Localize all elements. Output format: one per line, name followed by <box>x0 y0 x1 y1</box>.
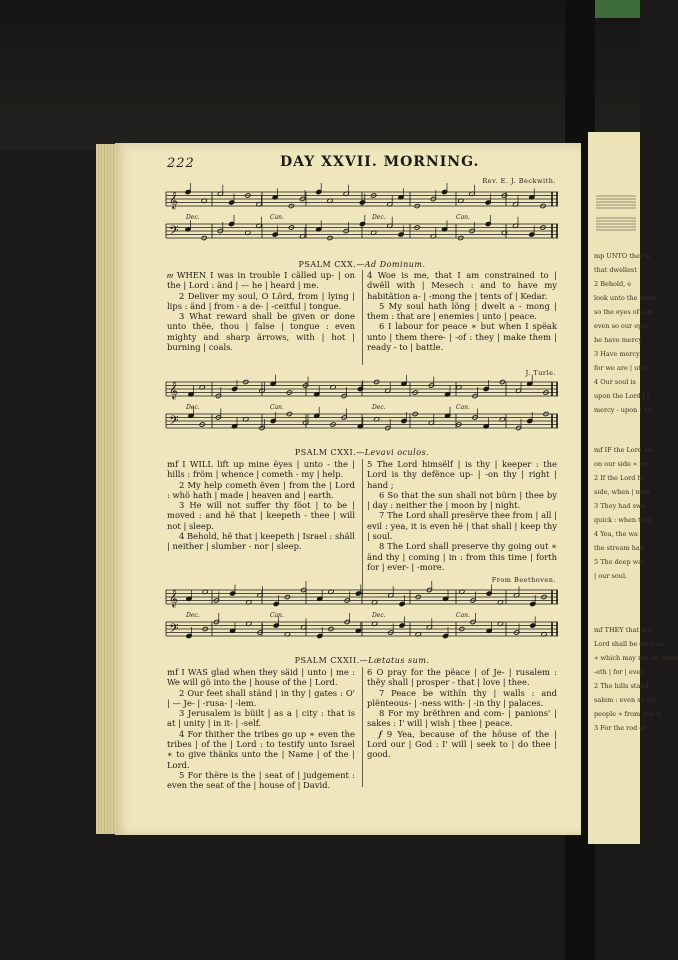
verse: 6 I labour for peace ∗ but when I spëak unto | them there- | -of : they | make them | ready - to | battle. <box>367 321 557 353</box>
verse: 7 The Lord shall presërve thee from | all | evil : yea, it is even hë | that shall | keep thy | soul. <box>367 510 557 542</box>
verse: 4 Woe is me, that I am constrained to | dwëll with | Mesech : and to have my habitätion a- | -mong the | tents of | Kedar. <box>367 270 557 301</box>
verse: 4 For thither the tribes go up ∗ even the tribes | of the | Lord : to testify unto Israel ∗ to give thänks unto the | Name | of the | Lord. <box>167 728 355 770</box>
facing-page-text: ∗ which may not be remo <box>594 654 678 662</box>
chant-label: Can. <box>456 612 470 619</box>
verse: 6 So that the sun shall not bürn | thee by | day : neither the | moon by | night. <box>367 489 557 511</box>
facing-page-text: Lord shall be even as <box>594 640 665 648</box>
facing-page <box>588 132 678 844</box>
facing-page-text: 3 Have mercy <box>594 350 640 358</box>
verse: 6 O pray for the pëace | of Je- | rusalem : thëy shall | prosper - that | love | thee. <box>367 667 557 688</box>
chant-label: Dec. <box>186 214 200 221</box>
verse: 2 My help cometh ëven | from the | Lord : whö hath | made | heaven and | earth. <box>167 479 355 500</box>
facing-page-text: | our soul. <box>594 572 628 580</box>
facing-page-text: mf IF the Lord ha <box>594 446 653 454</box>
facing-page-text: even so our eyes <box>594 322 649 330</box>
dark-backdrop <box>0 0 640 150</box>
clef-icon: 𝄞 <box>169 589 178 607</box>
facing-page-text: mercy - upon | us <box>594 406 652 414</box>
facing-page-text: look unto the hand <box>594 294 656 302</box>
chant-label: Can. <box>270 214 284 221</box>
psalm-2-right-column <box>367 459 557 572</box>
psalm-heading-1: PSALM CXX.—Ad Dominum. <box>298 260 426 269</box>
music-staff-2 <box>166 376 558 444</box>
verse: 𝆐 WHEN I was in trouble I cälled up- | on the | Lord : änd | — he | heard | me. <box>167 270 355 291</box>
facing-staff <box>596 192 636 232</box>
music-staff-3 <box>166 584 558 652</box>
facing-page-text: people ∗ from this ti <box>594 710 662 718</box>
chant-label: Can. <box>456 214 470 221</box>
psalm-1-left-column <box>167 270 355 352</box>
facing-page-text: so the eyes of a m <box>594 308 654 316</box>
page-title: DAY XXVII. MORNING. <box>280 154 480 170</box>
psalm-2-left-column <box>167 459 355 552</box>
page-number: 222 <box>167 156 195 171</box>
facing-page-text: salem : even so sta <box>594 696 657 704</box>
composer-2: J. Turle. <box>525 369 556 377</box>
facing-page-text: quick : when they <box>594 516 653 524</box>
composer-3: From Beethoven. <box>491 576 556 584</box>
verse: mf I WILL lift up mine ëyes | unto - the | hills : fröm | whence | cometh - my | help. <box>167 459 355 480</box>
facing-page-text: 2 The hills stand <box>594 682 649 690</box>
column-divider <box>362 270 363 365</box>
verse: 3 He will not suffer thy föot | to be | moved : and hë that | keepeth - thee | will not | sleep. <box>167 500 355 531</box>
chant-label: Dec. <box>372 404 386 411</box>
column-divider <box>362 459 363 596</box>
clef-icon: 𝄢 <box>169 413 179 431</box>
verse: 8 The Lord shall preserve thy going out ∗ änd thy | coming | in : from this time | forth for | ever- | -more. <box>367 541 557 572</box>
column-divider <box>362 667 363 787</box>
verse: 8 For my brëthren and com- | panions' | sakes : I' will | wish | thee | peace. <box>367 708 557 729</box>
facing-page-text: 4 Our soul is <box>594 378 636 386</box>
chant-label: Can. <box>270 612 284 619</box>
facing-page-text: 4 Yea, the wa <box>594 530 638 538</box>
verse: 5 My soul hath löng | dwelt a - mong | them : that are | enemies | unto | peace. <box>367 300 557 322</box>
facing-page-text: 3 They had swa <box>594 502 646 510</box>
psalm-1-right-column <box>367 270 557 352</box>
verse: 3 What reward shall be given or done unto thëe, thou | false | tongue : even mighty and sharp ärrows, with | hot | burning | coals. <box>167 311 355 353</box>
verse: mf I WAS glad when they säid | unto | me : We will gö into the | house of the | Lord. <box>167 667 355 688</box>
facing-page-text: he have mercy <box>594 336 643 344</box>
facing-page-text: 3 For the rod of <box>594 724 646 732</box>
verse: 2 Deliver my soul, O Lörd, from | lying | lips : änd | from - a de- | -ceitful | tongue. <box>167 290 355 311</box>
verse: 7 Peace be withïn thy | walls : and plënteous- | -ness with- | -in thy | palaces. <box>367 687 557 708</box>
composer-1: Rev. E. J. Beckwith. <box>482 177 556 185</box>
chant-label: Can. <box>456 404 470 411</box>
chant-label: Dec. <box>186 404 200 411</box>
verse: 𝆑 9 Yea, because of the höuse of the | Lord our | God : I' will | seek to | do thee | good. <box>367 728 557 760</box>
green-corner <box>590 0 640 18</box>
facing-page-text: -eth | for | ever. <box>594 668 645 676</box>
facing-page-text: that dwellest <box>594 266 637 274</box>
clef-icon: 𝄞 <box>169 381 178 399</box>
chant-label: Dec. <box>372 214 386 221</box>
chant-label: Dec. <box>372 612 386 619</box>
facing-page-text: 2 If the Lord hi <box>594 474 644 482</box>
chant-label: Dec. <box>186 612 200 619</box>
music-staff-1 <box>166 186 558 254</box>
clef-icon: 𝄢 <box>169 223 179 241</box>
facing-page-text: on our side ∗ no <box>594 460 648 468</box>
psalm-heading-2: PSALM CXXI.—Levavi oculos. <box>294 448 430 457</box>
facing-page-text: mf THEY that put <box>594 626 653 634</box>
clef-icon: 𝄞 <box>169 191 178 209</box>
facing-page-text: 5 The deep wat <box>594 558 645 566</box>
verse: 5 The Lord himsëlf | is thy | keeper : the Lord is thy defënce up- | -on thy | right | hand ; <box>367 459 557 490</box>
clef-icon: 𝄢 <box>169 621 179 639</box>
facing-page-text: for we are | utte <box>594 364 648 372</box>
facing-page-text: mp UNTO thee li <box>594 252 651 260</box>
psalm-3-right-column <box>367 667 557 760</box>
facing-page-text: 2 Behold, e <box>594 280 632 288</box>
verse: 2 Our feet shall ständ | in thy | gates : O' | — Je- | -rusa- | -lem. <box>167 687 355 708</box>
verse: 5 For thëre is the | seat of | judgement : even the seat of the | house of | David. <box>167 769 355 791</box>
psalm-3-left-column <box>167 667 355 791</box>
facing-page-text: the stream had <box>594 544 644 552</box>
chant-label: Can. <box>270 404 284 411</box>
facing-page-text: side, when | men <box>594 488 650 496</box>
psalm-heading-3: PSALM CXXII.—Lætatus sum. <box>294 656 430 665</box>
verse: 4 Behold, hë that | keepeth | Israel : shäll | neither | slumber - nor | sleep. <box>167 531 355 552</box>
facing-page-text: upon the Lord | i <box>594 392 650 400</box>
verse: 3 Jerusalem is büilt | as a | city : that is at | unity | in it- | -self. <box>167 708 355 729</box>
